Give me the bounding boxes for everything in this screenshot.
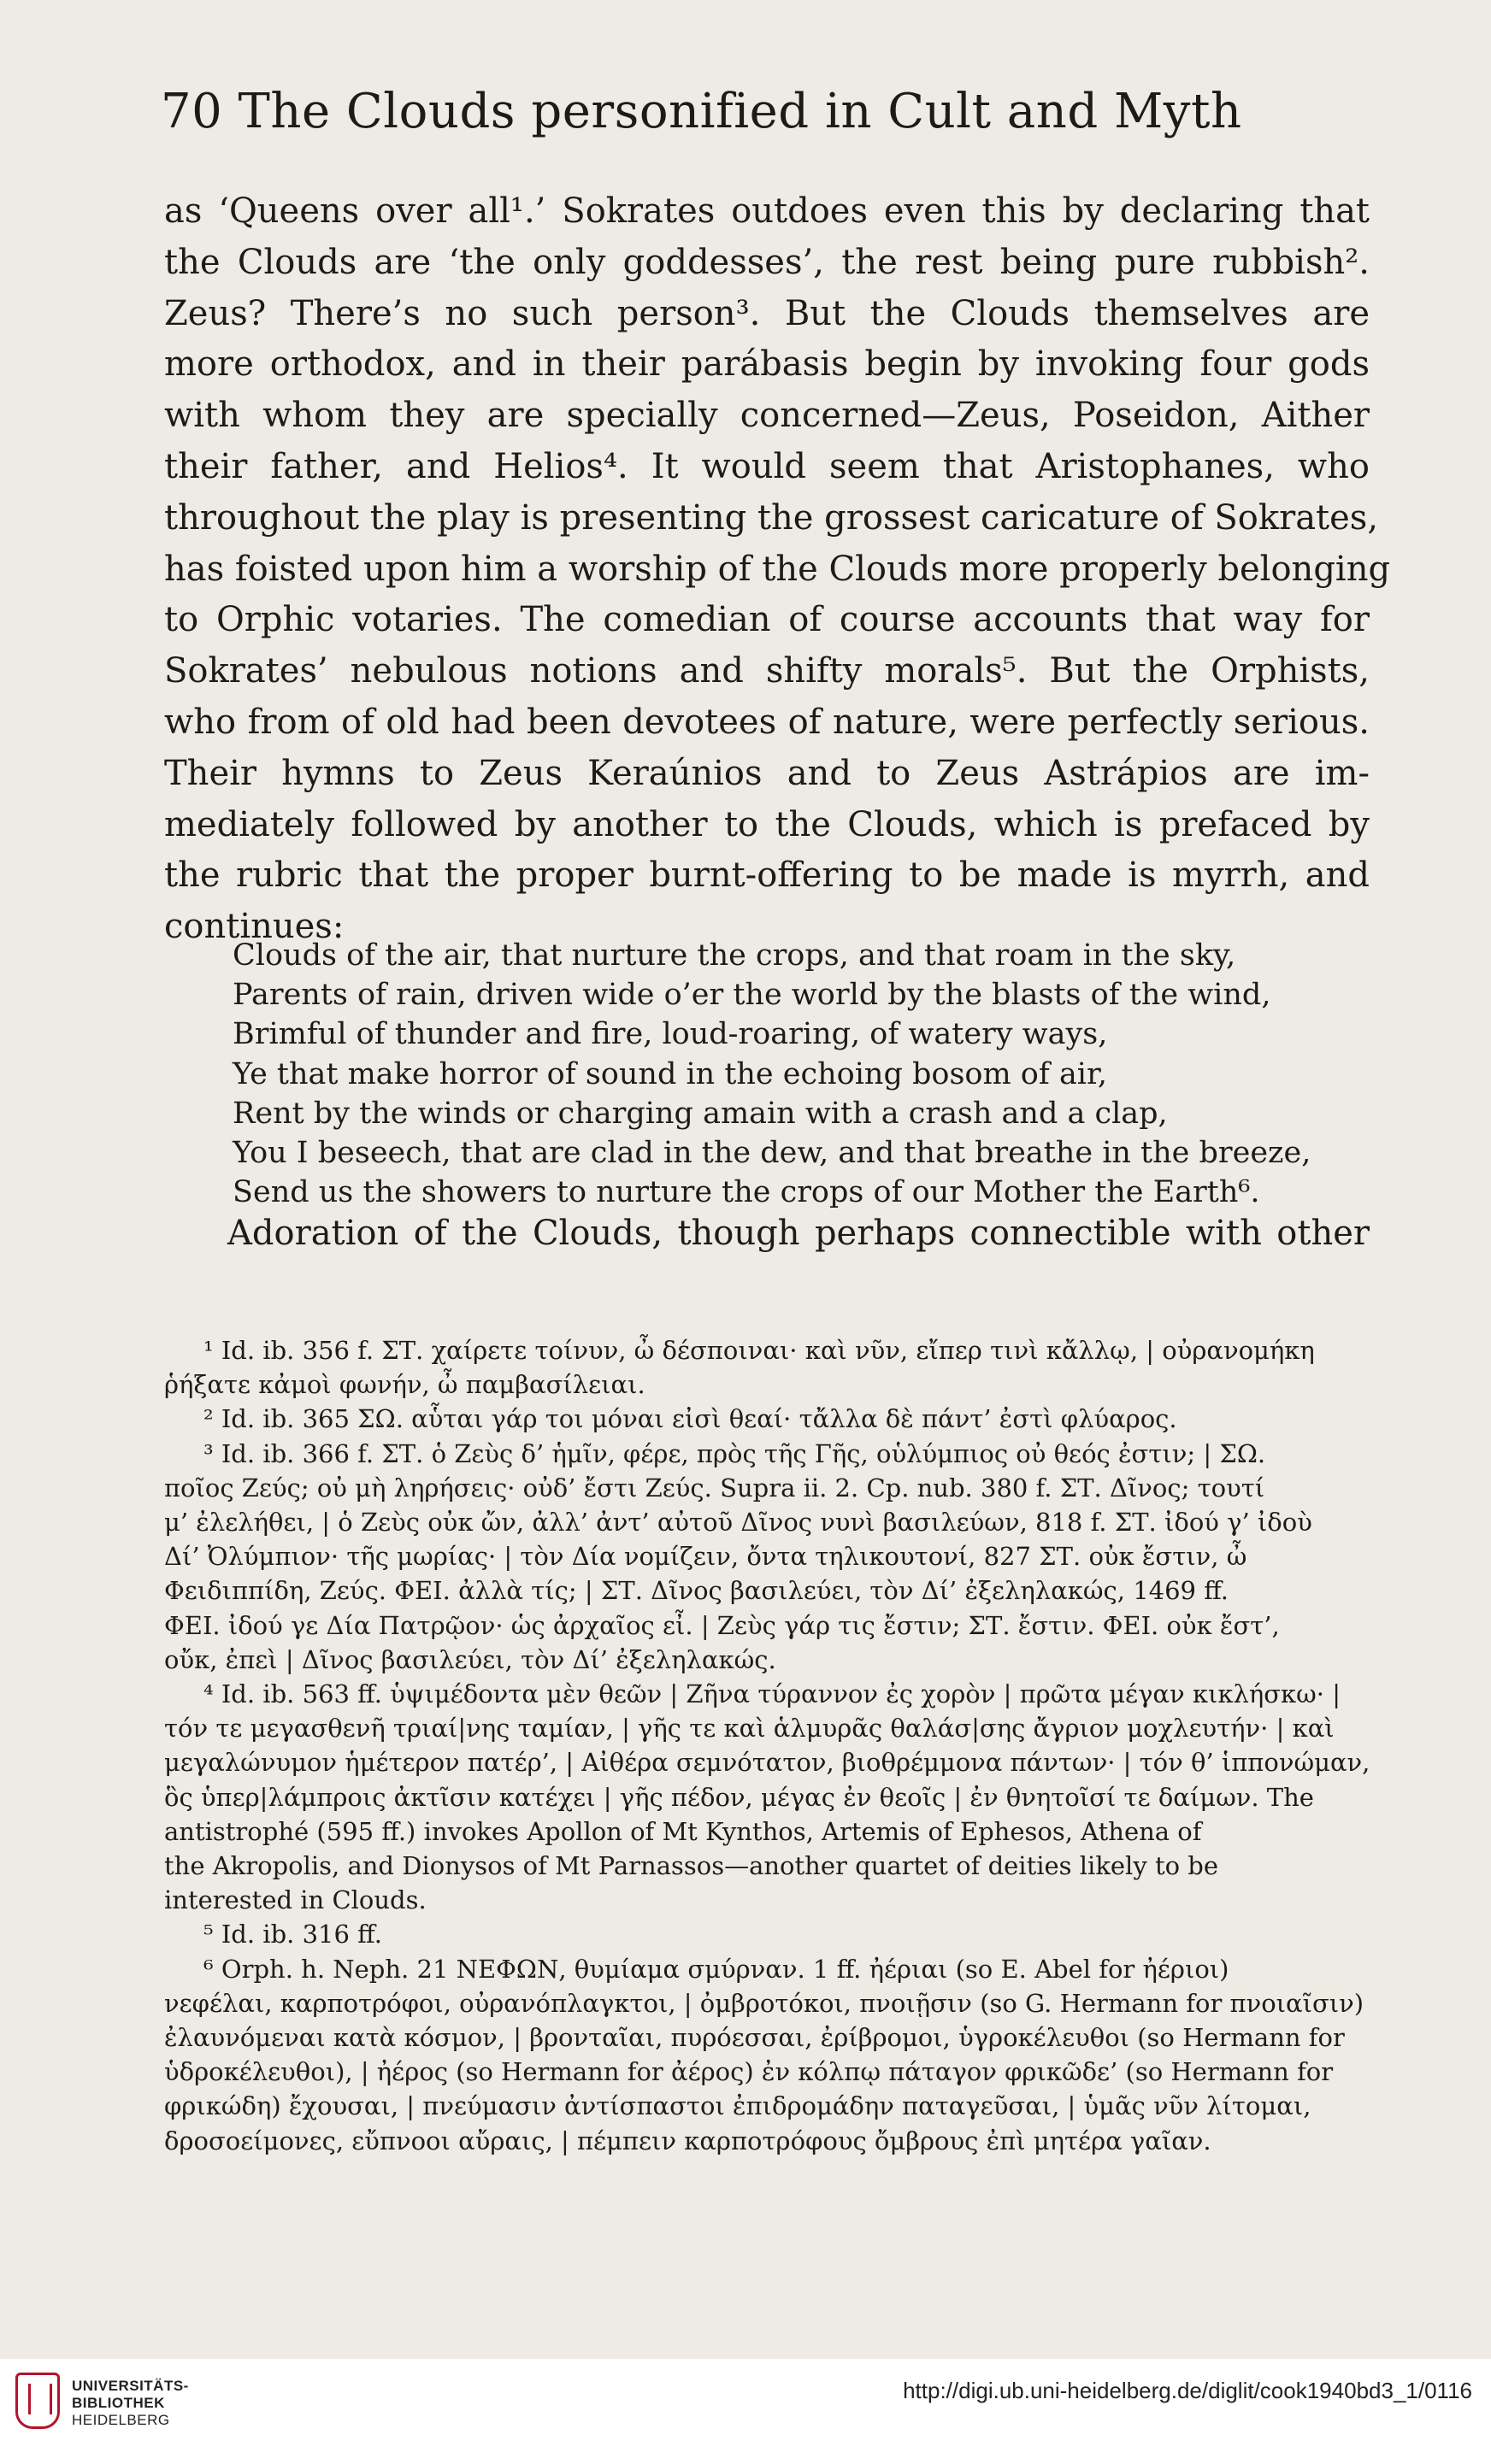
verse-line: Ye that make horror of sound in the echoing bosom of air, bbox=[233, 1056, 1108, 1091]
body-line: as ‘Queens over all¹.’ Sokrates outdoes even this by declaring that bbox=[164, 191, 1370, 231]
footnote-line: ⁵ Id. ib. 316 ff. bbox=[203, 1920, 382, 1949]
verse-line: Send us the showers to nurture the crops of our Mother the Earth⁶. bbox=[233, 1175, 1260, 1210]
footnote-line: antistrophé (595 ff.) invokes Apollon of Mt Kynthos, Artemis of Ephesos, Athena of bbox=[164, 1816, 1202, 1846]
running-head: 70 The Clouds personified in Cult and Myth bbox=[161, 84, 1242, 139]
body-line: throughout the play is presenting the grossest caricature of Sokrates, bbox=[164, 497, 1379, 538]
body-paragraph bbox=[164, 186, 1391, 953]
footnote-line: ποῖος Ζεύς; οὐ μὴ ληρήσεις· οὐδ’ ἔστι Ζεύς. Supra ii. 2. Cp. nub. 380 f. ΣΤ. Δῖνος; τουτί bbox=[164, 1473, 1265, 1503]
library-name bbox=[72, 2378, 189, 2429]
body-line: Sokrates’ nebulous notions and shifty morals⁵. But the Orphists, bbox=[164, 651, 1370, 691]
body-line: more orthodox, and in their parábasis begin by invoking four gods bbox=[164, 344, 1370, 385]
body-line: Their hymns to Zeus Keraúnios and to Zeus Astrápios are im- bbox=[164, 753, 1370, 793]
footnote-line: Δί’ Ὀλύμπιον· τῆς μωρίας· | τὸν Δία νομίζειν, ὄντα τηλικουτονί, 827 ΣΤ. οὐκ ἔστιν, ὦ bbox=[164, 1542, 1247, 1572]
library-name-line: UNIVERSITÄTS- bbox=[72, 2378, 189, 2394]
library-name-line: BIBLIOTHEK bbox=[72, 2395, 165, 2411]
verse-line: Rent by the winds or charging amain with a crash and a clap, bbox=[233, 1096, 1168, 1131]
footnote-line: interested in Clouds. bbox=[164, 1885, 427, 1915]
footnote-line: οὔκ, ἐπεὶ | Δῖνος βασιλεύει, τὸν Δί’ ἐξεληλακώς. bbox=[164, 1644, 776, 1674]
permalink-url[interactable]: http://digi.ub.uni-heidelberg.de/diglit/cook1940bd3_1/0116 bbox=[903, 2378, 1472, 2403]
viewer-footer bbox=[0, 2359, 1491, 2464]
body-line: the rubric that the proper burnt-offering to be made is myrrh, and bbox=[164, 856, 1370, 896]
footnote-line: ΦΕΙ. ἰδού γε Δία Πατρῷον· ὡς ἀρχαῖος εἶ. | Ζεὺς γάρ τις ἔστιν; ΣΤ. ἔστιν. ΦΕΙ. οὐκ ἔστ’, bbox=[164, 1610, 1280, 1640]
footnotes bbox=[164, 1333, 1371, 2158]
footnote-line: the Akropolis, and Dionysos of Mt Parnassos—another quartet of deities likely to be bbox=[164, 1851, 1218, 1881]
body-line: the Clouds are ‘the only goddesses’, the rest being pure rubbish². bbox=[164, 242, 1370, 282]
verse-line: Parents of rain, driven wide o’er the world by the blasts of the wind, bbox=[233, 978, 1271, 1013]
footnote-line: μ’ ἐλελήθει, | ὁ Ζεὺς οὐκ ὤν, ἀλλ’ ἀντ’ αὐτοῦ Δῖνος νυνὶ βασιλεύων, 818 f. ΣΤ. ἰδού γ’ ἰδοὺ bbox=[164, 1508, 1312, 1538]
body-line: with whom they are specially concerned—Zeus, Poseidon, Aither bbox=[164, 396, 1370, 436]
footnote-line: ῥήξατε κἀμοὶ φωνήν, ὦ παμβασίλειαι. bbox=[164, 1370, 645, 1400]
footnote-line: ἐλαυνόμεναι κατὰ κόσμον, | βρονταῖαι, πυρόεσσαι, ἐρίβρομοι, ὑγροκέλευθοι (so Hermann for bbox=[164, 2023, 1345, 2053]
body-line: has foisted upon him a worship of the Clouds more properly belonging bbox=[164, 549, 1391, 589]
library-name-line: HEIDELBERG bbox=[72, 2412, 170, 2428]
footnote-line: ὃς ὑπερ|λάμπροις ἀκτῖσιν κατέχει | γῆς πέδον, μέγας ἐν θεοῖς | ἐν θνητοῖσί τε δαίμων. The bbox=[164, 1782, 1314, 1812]
verse-line: Clouds of the air, that nurture the crops, and that roam in the sky, bbox=[233, 938, 1236, 973]
library-logo-icon bbox=[15, 2373, 60, 2429]
paragraph-continuation: Adoration of the Clouds, though perhaps connectible with other bbox=[227, 1214, 1370, 1253]
footnote-line: μεγαλώνυμον ἡμέτερον πατέρ’, | Αἰθέρα σεμνότατον, βιοθρέμμονα πάντων· | τόν θ’ ἱππονώμαν, bbox=[164, 1748, 1370, 1778]
body-line: Zeus? There’s no such person³. But the Clouds themselves are bbox=[164, 293, 1370, 333]
body-line: their father, and Helios⁴. It would seem that Aristophanes, who bbox=[164, 446, 1370, 486]
verse-line: You I beseech, that are clad in the dew, and that breathe in the breeze, bbox=[233, 1136, 1311, 1171]
footnote-line: ⁴ Id. ib. 563 ff. ὑψιμέδοντα μὲν θεῶν | Ζῆνα τύραννον ἐς χορὸν | πρῶτα μέγαν κικλήσκω· | bbox=[203, 1679, 1341, 1709]
footnote-line: ὑδροκέλευθοι), | ἠέρος (so Hermann for ἀέρος) ἐν κόλπῳ πάταγον φρικῶδε’ (so Hermann for bbox=[164, 2057, 1334, 2087]
footnote-line: ¹ Id. ib. 356 f. ΣΤ. χαίρετε τοίνυν, ὦ δέσποιναι· καὶ νῦν, εἴπερ τινὶ κἄλλῳ, | οὐρανομήκη bbox=[203, 1336, 1315, 1365]
body-line: who from of old had been devotees of nature, were perfectly serious. bbox=[164, 702, 1370, 742]
verse-line: Brimful of thunder and fire, loud-roaring, of watery ways, bbox=[233, 1017, 1108, 1052]
body-line: mediately followed by another to the Clouds, which is prefaced by bbox=[164, 804, 1370, 844]
footnote-line: δροσοείμονες, εὔπνοοι αὔραις, | πέμπειν καρποτρόφους ὄμβρους ἐπὶ μητέρα γαῖαν. bbox=[164, 2126, 1211, 2155]
body-line: continues: bbox=[164, 907, 345, 947]
footnote-line: τόν τε μεγασθενῆ τριαί|νης ταμίαν, | γῆς τε καὶ ἁλμυρᾶς θαλάσ|σης ἄγριον μοχλευτήν· | καὶ bbox=[164, 1714, 1335, 1744]
footnote-line: νεφέλαι, καρποτρόφοι, οὐρανόπλαγκτοι, | ὀμβροτόκοι, πνοιῇσιν (so G. Hermann for πνοιαῖσιν) bbox=[164, 1988, 1364, 2018]
footnote-line: Φειδιππίδη, Ζεύς. ΦΕΙ. ἀλλὰ τίς; | ΣΤ. Δῖνος βασιλεύει, τὸν Δί’ ἐξεληλακώς, 1469 ff. bbox=[164, 1576, 1229, 1606]
footnote-line: ⁶ Orph. h. Neph. 21 ΝΕΦΩΝ, θυμίαμα σμύρναν. 1 ff. ἠέριαι (so E. Abel for ἠέριοι) bbox=[203, 1954, 1229, 1984]
footnote-line: ² Id. ib. 365 ΣΩ. αὗται γάρ τοι μόναι εἰσὶ θεαί· τἄλλα δὲ πάντ’ ἐστὶ φλύαρος. bbox=[203, 1404, 1177, 1434]
footnote-line: φρικώδη) ἔχουσαι, | πνεύμασιν ἀντίσπαστοι ἐπιδρομάδην παταγεῦσαι, | ὑμᾶς νῦν λίτομαι, bbox=[164, 2091, 1311, 2121]
footnote-line: ³ Id. ib. 366 f. ΣΤ. ὁ Ζεὺς δ’ ἡμῖν, φέρε, πρὸς τῆς Γῆς, οὑλύμπιος οὐ θεός ἐστιν; | ΣΩ. bbox=[203, 1438, 1266, 1468]
body-line: to Orphic votaries. The comedian of course accounts that way for bbox=[164, 600, 1370, 640]
verse-quotation bbox=[233, 936, 1378, 1212]
